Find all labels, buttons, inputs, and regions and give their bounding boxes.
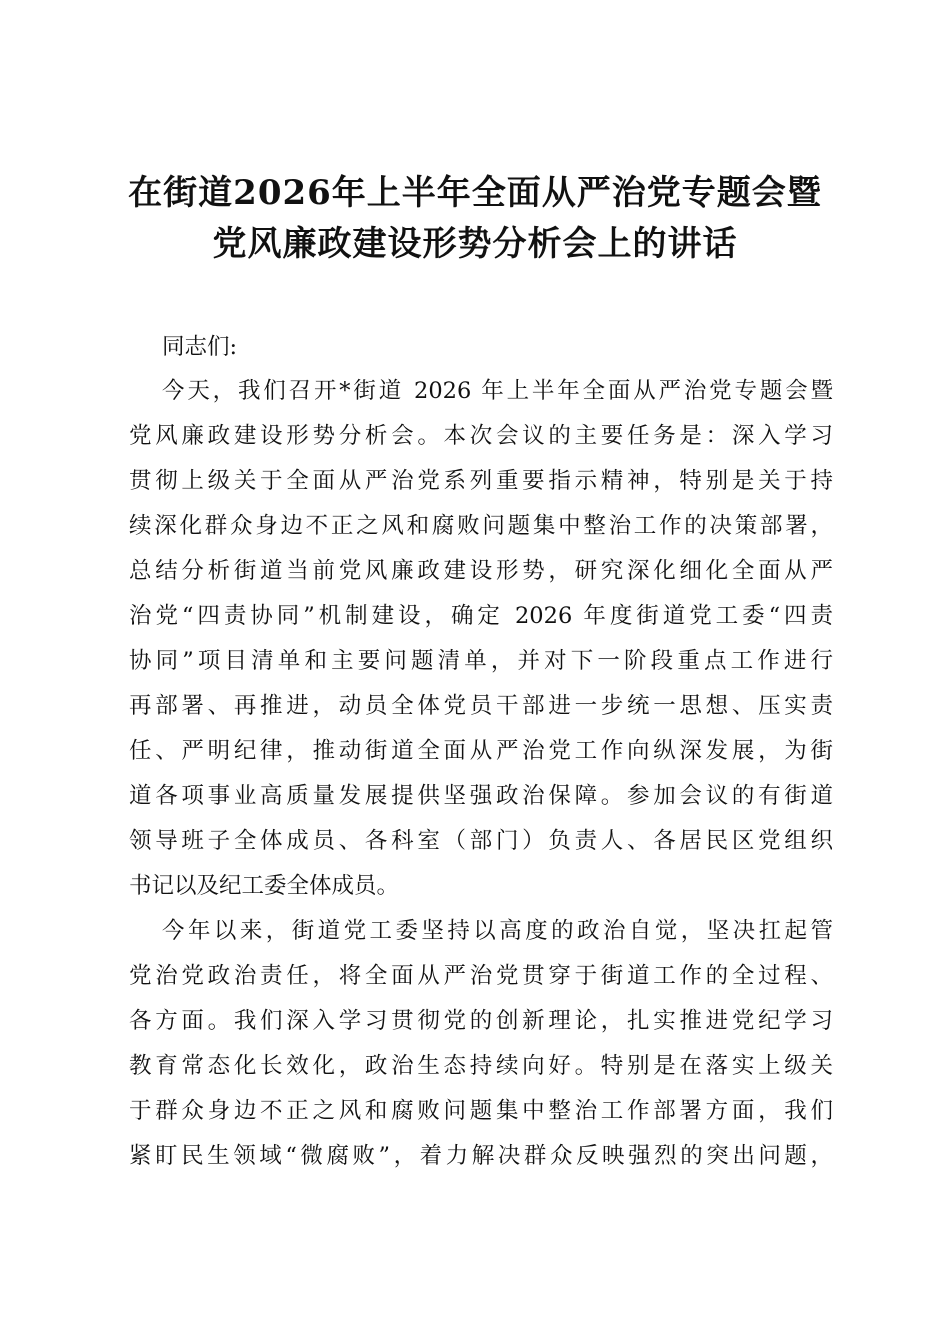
paragraph-1-line: 续深化群众身边不正之风和腐败问题集中整治工作的决策部署，: [129, 513, 833, 539]
salutation: 同志们:: [162, 334, 238, 360]
paragraph-1-line: 领导班子全体成员、各科室（部门）负责人、各居民区党组织: [129, 828, 833, 854]
paragraph-2-line: 今年以来，街道党工委坚持以高度的政治自觉，坚决扛起管: [162, 918, 833, 944]
paragraph-2-line: 党治党政治责任，将全面从严治党贯穿于街道工作的全过程、: [129, 963, 833, 989]
paragraph-2-line: 教育常态化长效化，政治生态持续向好。特别是在落实上级关: [129, 1053, 833, 1079]
document-title-line-1: 在街道2026年上半年全面从严治党专题会暨: [128, 173, 822, 213]
paragraph-1-line: 党风廉政建设形势分析会。本次会议的主要任务是：深入学习: [129, 423, 833, 449]
paragraph-1-line: 再部署、再推进，动员全体党员干部进一步统一思想、压实责: [129, 693, 833, 719]
paragraph-2-line: 各方面。我们深入学习贯彻党的创新理论，扎实推进党纪学习: [129, 1008, 833, 1034]
paragraph-2-line: 于群众身边不正之风和腐败问题集中整治工作部署方面，我们: [129, 1098, 833, 1124]
paragraph-1-line: 今天，我们召开*街道 2026 年上半年全面从严治党专题会暨: [162, 378, 833, 404]
paragraph-2-line: 紧盯民生领域“微腐败”，着力解决群众反映强烈的突出问题，: [129, 1143, 833, 1169]
paragraph-1-line: 协同”项目清单和主要问题清单，并对下一阶段重点工作进行: [129, 648, 833, 674]
document-title-line-2: 党风廉政建设形势分析会上的讲话: [212, 224, 738, 264]
paragraph-1-line: 治党“四责协同”机制建设，确定 2026 年度街道党工委“四责: [129, 603, 833, 629]
paragraph-1-line: 任、严明纪律，推动街道全面从严治党工作向纵深发展，为街: [129, 738, 833, 764]
paragraph-1-line: 贯彻上级关于全面从严治党系列重要指示精神，特别是关于持: [129, 468, 833, 494]
paragraph-1-line: 书记以及纪工委全体成员。: [129, 873, 400, 899]
paragraph-1-line: 总结分析街道当前党风廉政建设形势，研究深化细化全面从严: [129, 558, 833, 584]
paragraph-1-line: 道各项事业高质量发展提供坚强政治保障。参加会议的有街道: [129, 783, 833, 809]
